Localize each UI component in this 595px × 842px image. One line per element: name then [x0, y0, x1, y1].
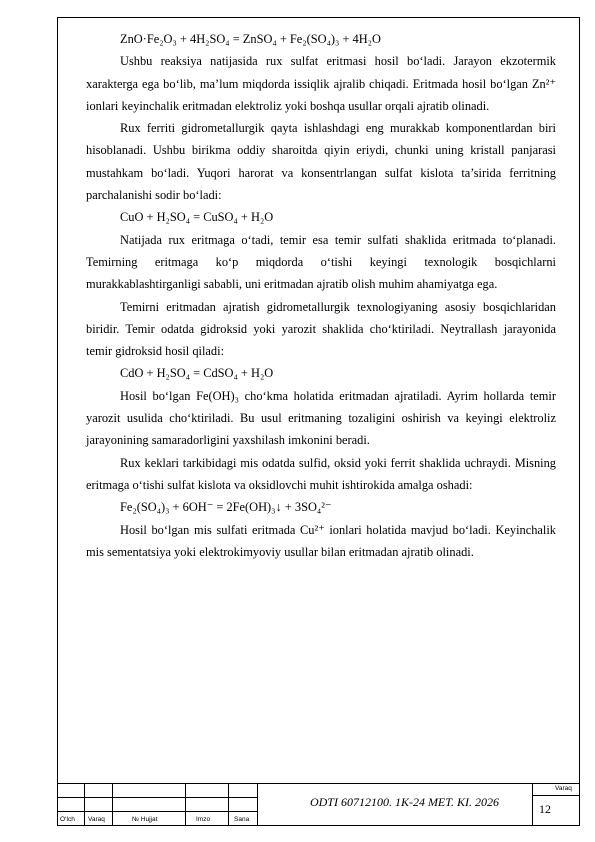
stamp-col-line-5 — [257, 783, 258, 826]
page-number: 12 — [539, 802, 551, 816]
equation-3: CdO + H₂SO₄ = CdSO₄ + H₂O — [120, 366, 274, 381]
stamp-col-line-3 — [185, 783, 186, 826]
stamp-row-line-1 — [57, 797, 257, 798]
paragraph-5: Hosil bo‘lgan Fe(OH)₃ cho‘kma holatida eritmadan ajratiladi. Ayrim hollarda temir yarozit usulida cho‘ktiriladi. Bu usul eritmaning tozaligini oshirish va keyingi elektroliz jarayonining samaradorligini yaxshilash imkonini beradi. — [86, 388, 556, 448]
paragraph-7: Hosil bo‘lgan mis sulfati eritmada Cu²⁺ ionlari holatida mavjud bo‘ladi. Keyinchalik mis sementatsiya yoki elektrokimyoviy usullar bilan eritmadan ajratib olinadi. — [86, 522, 556, 559]
document-code: ODTI 60712100. 1K-24 MET. KI. 2026 — [309, 795, 500, 809]
stamp-label-imzo: Imzo — [196, 816, 211, 823]
paragraph-2: Rux ferriti gidrometallurgik qayta ishlashdagi eng murakkab komponentlardan biri hisoblanadi. Ushbu birikma oddiy sharoitda qiyin eriydi, chunki uning kristall panjarasi mustahkam bo‘ladi. Yuqori harorat va konsentrlangan sulfat kislota ta’sirida ferritning parchalanishi sodir bo‘ladi: — [86, 121, 556, 203]
stamp-label-hujjat: № Hujjat — [132, 816, 158, 823]
stamp-col-line-6 — [532, 783, 533, 826]
paragraph-3: Natijada rux eritmaga o‘tadi, temir esa temir sulfati shaklida eritmada to‘planadi. Temirning eritmaga ko‘p miqdorda o‘tishi keyingi texnologik bosqichlarni murakkablashtirganligi sababli, uni eritmadan ajratib olish muhim ahamiyatga ega. — [86, 232, 556, 292]
stamp-top-line — [57, 783, 580, 784]
sheet-label: Varaq — [555, 785, 572, 792]
stamp-label-olch: O‘lch — [60, 816, 75, 823]
stamp-label-varaq: Varaq — [88, 816, 105, 823]
title-block — [57, 783, 580, 826]
stamp-col-line-2 — [112, 783, 113, 826]
stamp-sheet-line — [532, 795, 580, 796]
equation-2: CuO + H₂SO₄ = CuSO₄ + H₂O — [120, 210, 274, 225]
equation-4: Fe₂(SO₄)₃ + 6OH⁻ = 2Fe(OH)₃↓ + 3SO₄²⁻ — [120, 500, 332, 515]
document-body — [86, 28, 556, 563]
stamp-col-line-1 — [84, 783, 85, 826]
paragraph-1: Ushbu reaksiya natijasida rux sulfat eritmasi hosil bo‘ladi. Jarayon ekzotermik xarakterga ega bo‘lib, ma’lum miqdorda issiqlik ajralib chiqadi. Eritmada hosil bo‘lgan Zn²⁺ ionlari keyinchalik eritmadan elektroliz yoki boshqa usullar orqali ajratib olinadi. — [86, 54, 556, 113]
paragraph-4: Temirni eritmadan ajratish gidrometallurgik texnologiyaning asosiy bosqichlaridan biridir. Temir odatda gidroksid yoki yarozit shaklida cho‘ktiriladi. Neytrallash jarayonida temir gidroksid hosil qiladi: — [86, 299, 556, 359]
stamp-row-line-2 — [57, 811, 257, 812]
equation-1: ZnO·Fe₂O₃ + 4H₂SO₄ = ZnSO₄ + Fe₂(SO₄)₃ + 4H₂O — [120, 32, 381, 46]
stamp-col-line-4 — [228, 783, 229, 826]
paragraph-6: Rux keklari tarkibidagi mis odatda sulfid, oksid yoki ferrit shaklida uchraydi. Misning eritmaga o‘tishi sulfat kislota va oksidlovchi muhit ishtirokida amalga oshadi: — [86, 455, 556, 492]
stamp-label-sana: Sana — [234, 816, 250, 823]
